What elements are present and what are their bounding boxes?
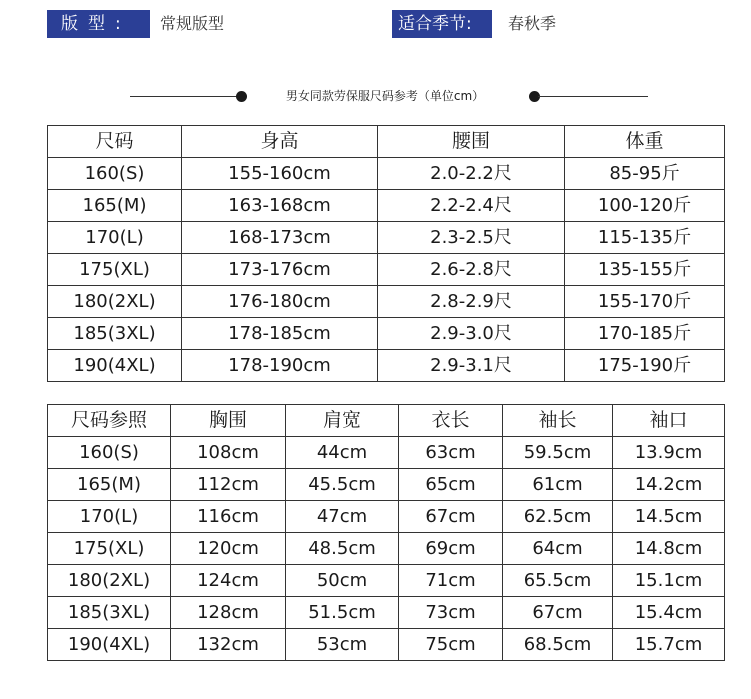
cell-shoulder: 50cm — [286, 565, 399, 597]
cell-weight: 135-155斤 — [565, 254, 725, 286]
body-size-table — [47, 125, 725, 382]
season-value: 春秋季 — [508, 14, 557, 33]
header-size-reference: 尺码参照 — [48, 405, 171, 437]
cell-chest: 128cm — [171, 597, 286, 629]
header-shoulder: 肩宽 — [286, 405, 399, 437]
table-row — [48, 437, 725, 469]
cell-shoulder: 48.5cm — [286, 533, 399, 565]
cell-cuff: 14.2cm — [613, 469, 725, 501]
table-row — [48, 501, 725, 533]
cell-weight: 115-135斤 — [565, 222, 725, 254]
cell-shoulder: 53cm — [286, 629, 399, 661]
cell-sleeve-length: 64cm — [503, 533, 613, 565]
cell-length: 71cm — [399, 565, 503, 597]
cell-sleeve-length: 68.5cm — [503, 629, 613, 661]
table-row — [48, 222, 725, 254]
table-header-row — [48, 405, 725, 437]
cell-weight: 175-190斤 — [565, 350, 725, 382]
cell-sleeve-length: 67cm — [503, 597, 613, 629]
cell-size: 180(2XL) — [48, 286, 182, 318]
cell-length: 73cm — [399, 597, 503, 629]
cell-weight: 85-95斤 — [565, 158, 725, 190]
cell-shoulder: 44cm — [286, 437, 399, 469]
cell-weight: 155-170斤 — [565, 286, 725, 318]
table-row — [48, 597, 725, 629]
cell-size: 185(3XL) — [48, 597, 171, 629]
cell-weight: 170-185斤 — [565, 318, 725, 350]
cell-length: 69cm — [399, 533, 503, 565]
header-waist: 腰围 — [378, 126, 565, 158]
cell-cuff: 15.1cm — [613, 565, 725, 597]
header-sleeve-length: 袖长 — [503, 405, 613, 437]
cell-sleeve-length: 59.5cm — [503, 437, 613, 469]
cell-length: 75cm — [399, 629, 503, 661]
cell-length: 67cm — [399, 501, 503, 533]
divider-line-right — [538, 96, 648, 97]
cell-chest: 116cm — [171, 501, 286, 533]
divider-line-left — [130, 96, 240, 97]
table-row — [48, 286, 725, 318]
cell-height: 178-185cm — [182, 318, 378, 350]
cell-chest: 132cm — [171, 629, 286, 661]
cell-chest: 108cm — [171, 437, 286, 469]
cell-height: 178-190cm — [182, 350, 378, 382]
cell-cuff: 15.7cm — [613, 629, 725, 661]
cell-shoulder: 47cm — [286, 501, 399, 533]
cell-cuff: 14.8cm — [613, 533, 725, 565]
cell-shoulder: 51.5cm — [286, 597, 399, 629]
cell-cuff: 14.5cm — [613, 501, 725, 533]
cell-waist: 2.2-2.4尺 — [378, 190, 565, 222]
cell-shoulder: 45.5cm — [286, 469, 399, 501]
cell-height: 176-180cm — [182, 286, 378, 318]
cell-cuff: 15.4cm — [613, 597, 725, 629]
table-header-row — [48, 126, 725, 158]
header-height: 身高 — [182, 126, 378, 158]
cell-sleeve-length: 65.5cm — [503, 565, 613, 597]
cell-size: 190(4XL) — [48, 350, 182, 382]
divider-dot-left — [236, 91, 247, 102]
cell-waist: 2.9-3.1尺 — [378, 350, 565, 382]
cell-weight: 100-120斤 — [565, 190, 725, 222]
cell-waist: 2.0-2.2尺 — [378, 158, 565, 190]
cell-size: 160(S) — [48, 158, 182, 190]
table-row — [48, 158, 725, 190]
cell-height: 155-160cm — [182, 158, 378, 190]
cell-size: 175(XL) — [48, 533, 171, 565]
cell-size: 185(3XL) — [48, 318, 182, 350]
cell-waist: 2.8-2.9尺 — [378, 286, 565, 318]
header-cuff: 袖口 — [613, 405, 725, 437]
cell-cuff: 13.9cm — [613, 437, 725, 469]
cell-height: 168-173cm — [182, 222, 378, 254]
cell-size: 180(2XL) — [48, 565, 171, 597]
header-chest: 胸围 — [171, 405, 286, 437]
cell-height: 163-168cm — [182, 190, 378, 222]
cell-length: 63cm — [399, 437, 503, 469]
cell-waist: 2.9-3.0尺 — [378, 318, 565, 350]
cell-size: 190(4XL) — [48, 629, 171, 661]
table-row — [48, 350, 725, 382]
cell-sleeve-length: 61cm — [503, 469, 613, 501]
cell-size: 165(M) — [48, 469, 171, 501]
cell-length: 65cm — [399, 469, 503, 501]
garment-size-table — [47, 404, 725, 661]
cell-waist: 2.6-2.8尺 — [378, 254, 565, 286]
cell-size: 165(M) — [48, 190, 182, 222]
fit-label: 版型: — [47, 10, 150, 38]
cell-chest: 120cm — [171, 533, 286, 565]
table-row — [48, 254, 725, 286]
cell-sleeve-length: 62.5cm — [503, 501, 613, 533]
cell-size: 170(L) — [48, 501, 171, 533]
cell-size: 160(S) — [48, 437, 171, 469]
season-label: 适合季节: — [392, 10, 492, 38]
table-row — [48, 629, 725, 661]
cell-chest: 112cm — [171, 469, 286, 501]
cell-waist: 2.3-2.5尺 — [378, 222, 565, 254]
cell-height: 173-176cm — [182, 254, 378, 286]
fit-value: 常规版型 — [160, 14, 225, 33]
table-row — [48, 469, 725, 501]
table-row — [48, 565, 725, 597]
header-length: 衣长 — [399, 405, 503, 437]
header-weight: 体重 — [565, 126, 725, 158]
table-row — [48, 190, 725, 222]
header-size: 尺码 — [48, 126, 182, 158]
cell-size: 175(XL) — [48, 254, 182, 286]
cell-chest: 124cm — [171, 565, 286, 597]
table-row — [48, 318, 725, 350]
cell-size: 170(L) — [48, 222, 182, 254]
section-title: 男女同款劳保服尺码参考（单位cm） — [285, 89, 485, 103]
table-row — [48, 533, 725, 565]
